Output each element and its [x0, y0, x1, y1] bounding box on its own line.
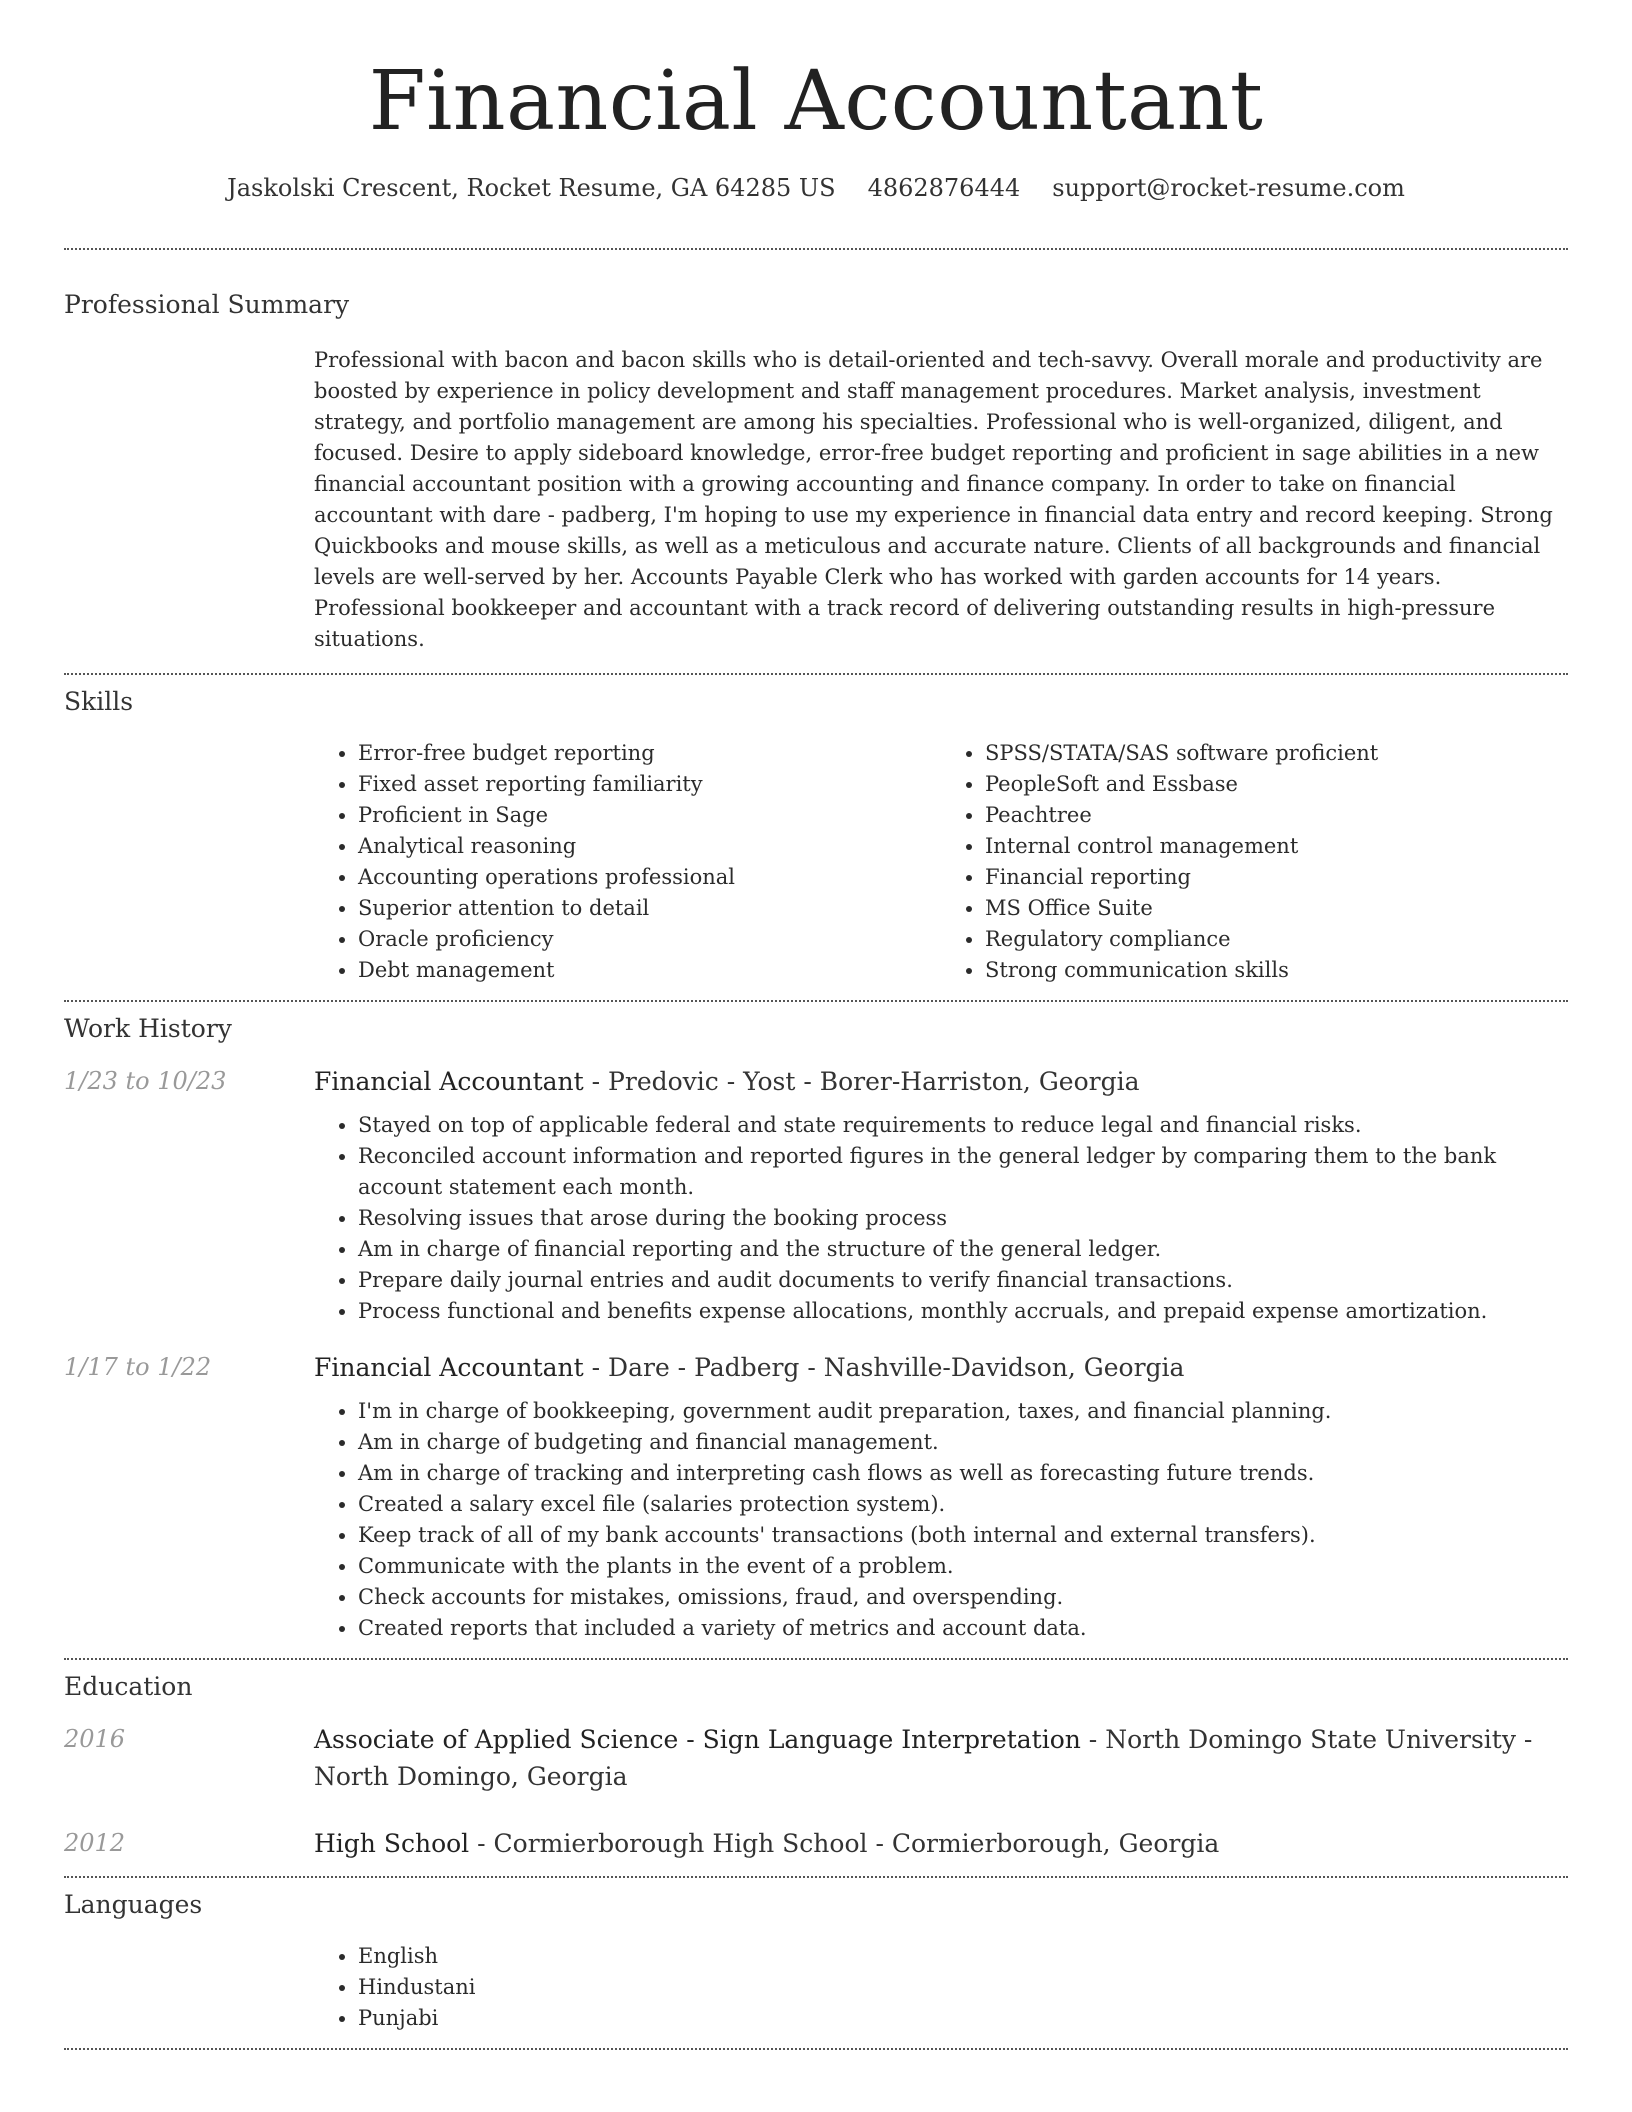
- job-employer: - Dare - Padberg - Nashville-Davidson, Georgia: [583, 1353, 1185, 1382]
- language-item: • Hindustani: [358, 1972, 1568, 2003]
- job-bullet: • Prepare daily journal entries and audit documents to verify financial transactions.: [358, 1265, 1568, 1296]
- job-bullet: • Communicate with the plants in the event of a problem.: [358, 1551, 1568, 1582]
- skill-item: • PeopleSoft and Essbase: [985, 769, 1568, 800]
- job-employer: - Predovic - Yost - Borer-Harriston, Georgia: [583, 1067, 1140, 1096]
- skill-item: • Oracle proficiency: [358, 924, 941, 955]
- section-divider: [64, 2048, 1568, 2050]
- job-bullet: • Am in charge of budgeting and financial management.: [358, 1427, 1568, 1458]
- skill-item: • Regulatory compliance: [985, 924, 1568, 955]
- skill-item: • Accounting operations professional: [358, 862, 941, 893]
- job-dates: 1/17 to 1/22: [64, 1353, 212, 1381]
- skill-item: • SPSS/STATA/SAS software proficient: [985, 738, 1568, 769]
- job-bullet: • Keep track of all of my bank accounts' transactions (both internal and external transfers).: [358, 1520, 1568, 1551]
- contact-email[interactable]: support@rocket-resume.com: [1052, 174, 1405, 202]
- skill-item: • Debt management: [358, 955, 941, 986]
- languages-body: [314, 1941, 1568, 2034]
- job-role: Financial Accountant: [314, 1067, 584, 1096]
- job-bullet: • Created a salary excel file (salaries protection system).: [358, 1489, 1568, 1520]
- skill-item: • Internal control management: [985, 831, 1568, 862]
- education-section: [0, 1660, 1632, 1862]
- job-role: Financial Accountant: [314, 1353, 584, 1382]
- skill-item: • Analytical reasoning: [358, 831, 941, 862]
- education-school: - Cormierborough High School - Cormierborough, Georgia: [469, 1829, 1220, 1858]
- job-bullet: • Am in charge of financial reporting and the structure of the general ledger.: [358, 1234, 1568, 1265]
- languages-section: [0, 1878, 1632, 2034]
- contact-line: [0, 174, 1632, 202]
- work-heading: Work History: [64, 1014, 232, 1043]
- job-details: [314, 1349, 1568, 1644]
- job-bullets: [314, 1396, 1568, 1644]
- skill-item: • Financial reporting: [985, 862, 1568, 893]
- education-school: - North Domingo State University - North Domingo, Georgia: [314, 1725, 1533, 1791]
- education-degree: Associate of Applied Science - Sign Language Interpretation: [314, 1725, 1081, 1754]
- skill-item: • Strong communication skills: [985, 955, 1568, 986]
- job-bullets: [314, 1110, 1568, 1327]
- job-entry: [64, 1063, 1568, 1327]
- job-entry: [64, 1349, 1568, 1644]
- skills-section: [0, 675, 1632, 986]
- work-section: [0, 1002, 1632, 1644]
- contact-phone: 4862876444: [867, 174, 1021, 202]
- language-item: • Punjabi: [358, 2003, 1568, 2034]
- summary-heading: Professional Summary: [64, 290, 350, 319]
- skills-list-left: [314, 738, 941, 986]
- skills-grid: [314, 738, 1568, 986]
- education-entry: [64, 1721, 1568, 1795]
- job-bullet: • Created reports that included a variety of metrics and account data.: [358, 1613, 1568, 1644]
- skill-item: • Proficient in Sage: [358, 800, 941, 831]
- skill-item: • Peachtree: [985, 800, 1568, 831]
- job-title: [314, 1349, 1568, 1386]
- skill-item: • Error-free budget reporting: [358, 738, 941, 769]
- summary-text: Professional with bacon and bacon skills who is detail-oriented and tech-savvy. Overall morale and productivity are boosted by experience in policy development and staff management procedures. Market analysis, investment strategy, and portfolio management are among his specialties. Professional who is well-organized, diligent, and focused. Desire to apply sideboard knowledge, error-free budget reporting and proficient in sage abilities in a new financial accountant position with a growing accounting and finance company. In order to take on financial accountant with dare - padberg, I'm hoping to use my experience in financial data entry and record keeping. Strong Quickbooks and mouse skills, as well as a meticulous and accurate nature. Clients of all backgrounds and financial levels are well-served by her. Accounts Payable Clerk who has worked with garden accounts for 14 years. Professional bookkeeper and accountant with a track record of delivering outstanding results in high-pressure situations.: [314, 348, 1553, 651]
- skill-item: • Superior attention to detail: [358, 893, 941, 924]
- job-bullet: • Process functional and benefits expense allocations, monthly accruals, and prepaid expense amortization.: [358, 1296, 1568, 1327]
- education-details: [314, 1721, 1568, 1795]
- job-bullet: • Stayed on top of applicable federal and state requirements to reduce legal and financial risks.: [358, 1110, 1568, 1141]
- job-details: [314, 1063, 1568, 1327]
- language-item: • English: [358, 1941, 1568, 1972]
- job-bullet: • Resolving issues that arose during the booking process: [358, 1203, 1568, 1234]
- job-title: [314, 1063, 1568, 1100]
- education-heading: Education: [64, 1672, 193, 1701]
- contact-address: Jaskolski Crescent, Rocket Resume, GA 64285 US: [227, 174, 836, 202]
- skills-list-right: [941, 738, 1568, 986]
- education-degree: High School: [314, 1829, 470, 1858]
- resume-header: [0, 0, 1632, 202]
- skill-item: • MS Office Suite: [985, 893, 1568, 924]
- education-year: 2012: [64, 1829, 126, 1857]
- job-bullet: • Reconciled account information and reported figures in the general ledger by comparing them to the bank account statement each month.: [358, 1141, 1568, 1203]
- job-bullet: • I'm in charge of bookkeeping, government audit preparation, taxes, and financial planning.: [358, 1396, 1568, 1427]
- languages-heading: Languages: [64, 1890, 203, 1919]
- education-details: [314, 1825, 1568, 1862]
- languages-list: [314, 1941, 1568, 2034]
- page-title: Financial Accountant: [368, 54, 1264, 149]
- education-entry: [64, 1825, 1568, 1862]
- job-bullet: • Check accounts for mistakes, omissions, fraud, and overspending.: [358, 1582, 1568, 1613]
- education-year: 2016: [64, 1725, 126, 1753]
- skills-heading: Skills: [64, 687, 134, 716]
- summary-section: [0, 250, 1632, 655]
- job-bullet: • Am in charge of tracking and interpreting cash flows as well as forecasting future trends.: [358, 1458, 1568, 1489]
- job-dates: 1/23 to 10/23: [64, 1067, 227, 1095]
- skill-item: • Fixed asset reporting familiarity: [358, 769, 941, 800]
